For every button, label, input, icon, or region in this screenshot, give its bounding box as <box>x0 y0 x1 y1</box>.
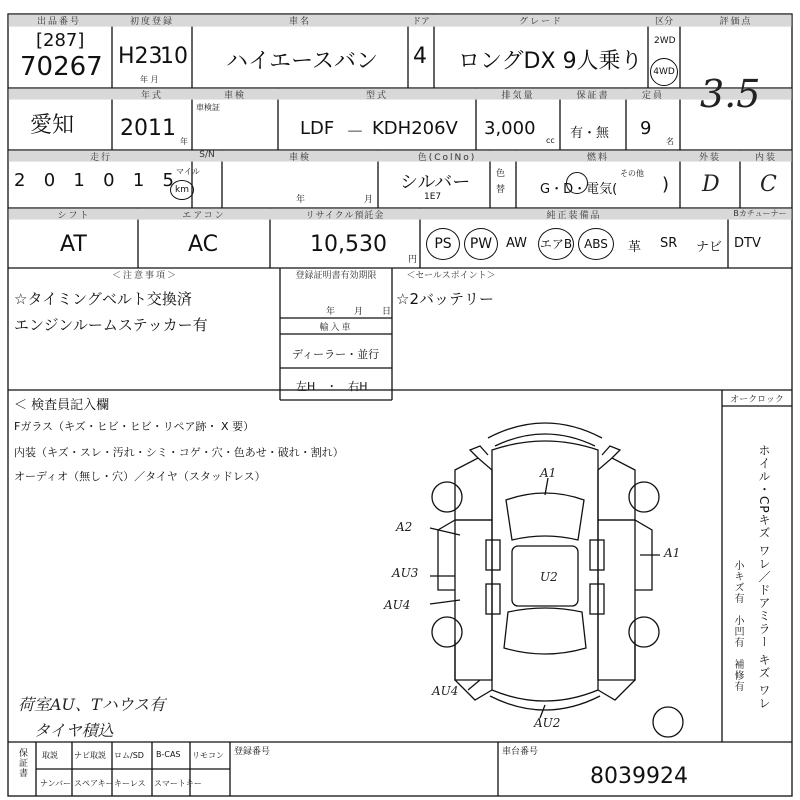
mileage-km-circled: km <box>170 180 194 200</box>
car-name: ハイエースバン <box>226 49 379 74</box>
interior-label: 内装 <box>754 153 777 163</box>
mark-rear: AU2 <box>534 716 561 730</box>
import-label: 輸入車 <box>319 323 353 333</box>
grade-value: ロングDX 9人乗り <box>458 49 643 74</box>
bottom-item-manual: 取説 <box>42 751 58 760</box>
sales-point-label-text: セールスポイント <box>415 271 487 281</box>
displacement-unit: cc <box>546 136 555 145</box>
mileage-digit: 1 <box>132 170 145 191</box>
capacity-unit: 名 <box>666 137 674 146</box>
model-code: KDH206V <box>372 118 458 139</box>
meter-year: 年 <box>296 195 306 205</box>
lot-number: 70267 <box>20 52 103 82</box>
bottom-warranty-label: 保証書 <box>17 748 27 778</box>
mileage-digit: 5 <box>162 170 174 191</box>
color-code: 1E7 <box>424 192 442 202</box>
meter-month: 月 <box>364 195 374 205</box>
mark-left-door: AU3 <box>392 566 419 580</box>
inspector-line-2: 内装（キズ・スレ・汚れ・シミ・コゲ・穴・色あせ・破れ・割れ） <box>14 446 344 459</box>
bottom-item-rom: ロム/SD <box>114 751 144 760</box>
model-year-value: 2011 <box>120 116 176 141</box>
inspector-line-1: Fガラス（キズ・ヒビ・ヒビ・リペア跡・ X 要） <box>14 420 255 433</box>
notes-label: ＜注意事項＞ <box>111 271 179 281</box>
sales-point: ☆2バッテリー <box>396 290 494 308</box>
mileage-digit: 0 <box>103 170 115 191</box>
fuel-other: その他 <box>620 169 644 178</box>
doors-label: ドア <box>412 17 430 27</box>
mark-roof: U2 <box>540 570 558 584</box>
mark-front: A1 <box>540 466 557 480</box>
drive-label: 区分 <box>654 17 673 27</box>
note-line-2: エンジンルームステッカー有 <box>14 316 208 334</box>
region-value: 愛知 <box>30 113 75 138</box>
bottom-item-bcas: B-CAS <box>156 750 181 759</box>
tuner-label: Bカチューナー <box>733 209 787 218</box>
certificate-label: 登録証明書有効期限 <box>295 271 377 281</box>
lot-label: 出品番号 <box>36 17 81 27</box>
warranty-value: 有・無 <box>570 126 610 141</box>
meter-label: 車検 <box>288 153 311 163</box>
bottom-item-remote: リモコン <box>192 751 224 760</box>
displacement-label: 排気量 <box>501 91 535 101</box>
fuel-d-circle <box>566 172 588 194</box>
bottom-item-keyless: キーレス <box>114 779 146 788</box>
car-name-label: 車名 <box>288 17 311 27</box>
inspector-title: ＜ 検査員記入欄 <box>14 398 110 413</box>
displacement-value: 3,000 <box>484 118 536 139</box>
score-label: 評価点 <box>719 17 753 27</box>
bottom-item-plate: ナンバー <box>40 779 72 788</box>
cert-month: 月 <box>354 307 364 317</box>
model-dash: － <box>346 122 364 143</box>
equip-pw: PW <box>464 228 498 260</box>
mark-left-rear: AU4 <box>432 684 459 698</box>
sn-label: S/N <box>199 150 215 160</box>
first-reg-unit: 年 月 <box>140 75 159 84</box>
import-dealer: ディーラー・並行 <box>292 348 380 361</box>
mileage-mile: マイル <box>176 167 200 176</box>
import-handle: 左H ・ 右H <box>296 380 368 393</box>
equip-airbag: エアB <box>538 228 574 260</box>
bottom-item-navi-manual: ナビ取説 <box>74 751 106 760</box>
fuel-value: G・D・電気( <box>540 182 618 197</box>
model-year-label: 年式 <box>140 91 163 101</box>
inspector-line-3: オーディオ（無し・穴）／タイヤ（スタッドレス） <box>14 470 266 483</box>
first-reg-label: 初度登録 <box>129 17 174 27</box>
fuel-label: 燃料 <box>586 153 609 163</box>
cert-year: 年 <box>326 307 336 317</box>
mileage-digit: 2 <box>14 170 26 191</box>
note-line-1: ☆タイミングベルト交換済 <box>14 290 192 308</box>
recycle-label: リサイクル預託金 <box>305 211 385 221</box>
right-vertical-note-2: 小キズ有 小凹有 補修有 <box>732 560 743 692</box>
grade-label: グレード <box>518 17 563 27</box>
equip-dtv: DTV <box>734 236 761 251</box>
drive-4wd-circled: 4WD <box>650 58 678 86</box>
handwritten-note-2: タイヤ積込 <box>34 721 114 740</box>
model-year-unit: 年 <box>180 137 188 146</box>
interior-value: C <box>760 172 777 197</box>
car-no-value: 8039924 <box>590 764 688 789</box>
right-vertical-note: ホイル・CPキズ ワレ／ドアミラー キズ ワレ <box>757 444 771 711</box>
equip-ps: PS <box>426 228 460 260</box>
mileage-label: 走行 <box>89 153 112 163</box>
bottom-item-spare-key: スペアキー <box>74 779 114 788</box>
equipment-label: 純正装備品 <box>546 211 602 221</box>
equip-abs: ABS <box>578 228 614 260</box>
sales-point-label: ＜セールスポイント＞ <box>406 271 496 281</box>
model-type-label: 型式 <box>365 91 388 101</box>
model-prefix: LDF <box>300 118 335 139</box>
equip-aw: AW <box>506 236 528 251</box>
shift-label: シフト <box>57 211 91 221</box>
aircon-value: AC <box>188 232 219 257</box>
equip-navi: ナビ <box>696 240 723 255</box>
capacity-value: 9 <box>640 118 652 139</box>
shift-value: AT <box>60 232 87 257</box>
first-reg-month: 10 <box>160 44 188 69</box>
lot-bracket: [287] <box>36 30 85 51</box>
capacity-label: 定員 <box>641 91 664 101</box>
inspection-label: 車検 <box>223 91 246 101</box>
mileage-digits <box>14 170 174 191</box>
reg-no-label: 登録番号 <box>234 747 271 757</box>
equip-sr: SR <box>660 236 678 251</box>
aircon-label: エアコン <box>182 211 226 221</box>
color-change-label: 色替 <box>496 169 506 195</box>
car-no-label: 車台番号 <box>502 747 539 757</box>
mark-left-front: A2 <box>396 520 413 534</box>
mileage-digit: 1 <box>73 170 85 191</box>
bottom-item-smart-key: スマートキー <box>154 779 202 788</box>
recycle-value: 10,530 <box>310 232 387 257</box>
warranty-label: 保証書 <box>576 91 610 101</box>
mark-right: A1 <box>664 546 681 560</box>
cert-day: 日 <box>382 307 392 317</box>
score-value: 3.5 <box>700 72 761 116</box>
handwritten-note-1: 荷室AU、Tハウス有 <box>18 695 166 714</box>
mark-left-rear-door: AU4 <box>384 598 411 612</box>
equip-leather: 革 <box>628 240 642 255</box>
fuel-close: ) <box>662 174 670 195</box>
doors-value: 4 <box>413 44 427 69</box>
color-label: 色(ColNo) <box>417 153 477 163</box>
auction-lock-label: オークロック <box>730 395 784 405</box>
inspection-sub: 車検証 <box>196 103 220 112</box>
recycle-unit: 円 <box>408 255 418 265</box>
color-value: シルバー <box>400 172 471 193</box>
notes-label-text: 注意事項 <box>122 271 167 281</box>
mileage-digit: 0 <box>43 170 56 191</box>
exterior-value: D <box>702 172 720 197</box>
exterior-label: 外装 <box>698 153 721 163</box>
drive-2wd: 2WD <box>654 36 676 46</box>
first-reg-era: H23 <box>118 44 163 69</box>
